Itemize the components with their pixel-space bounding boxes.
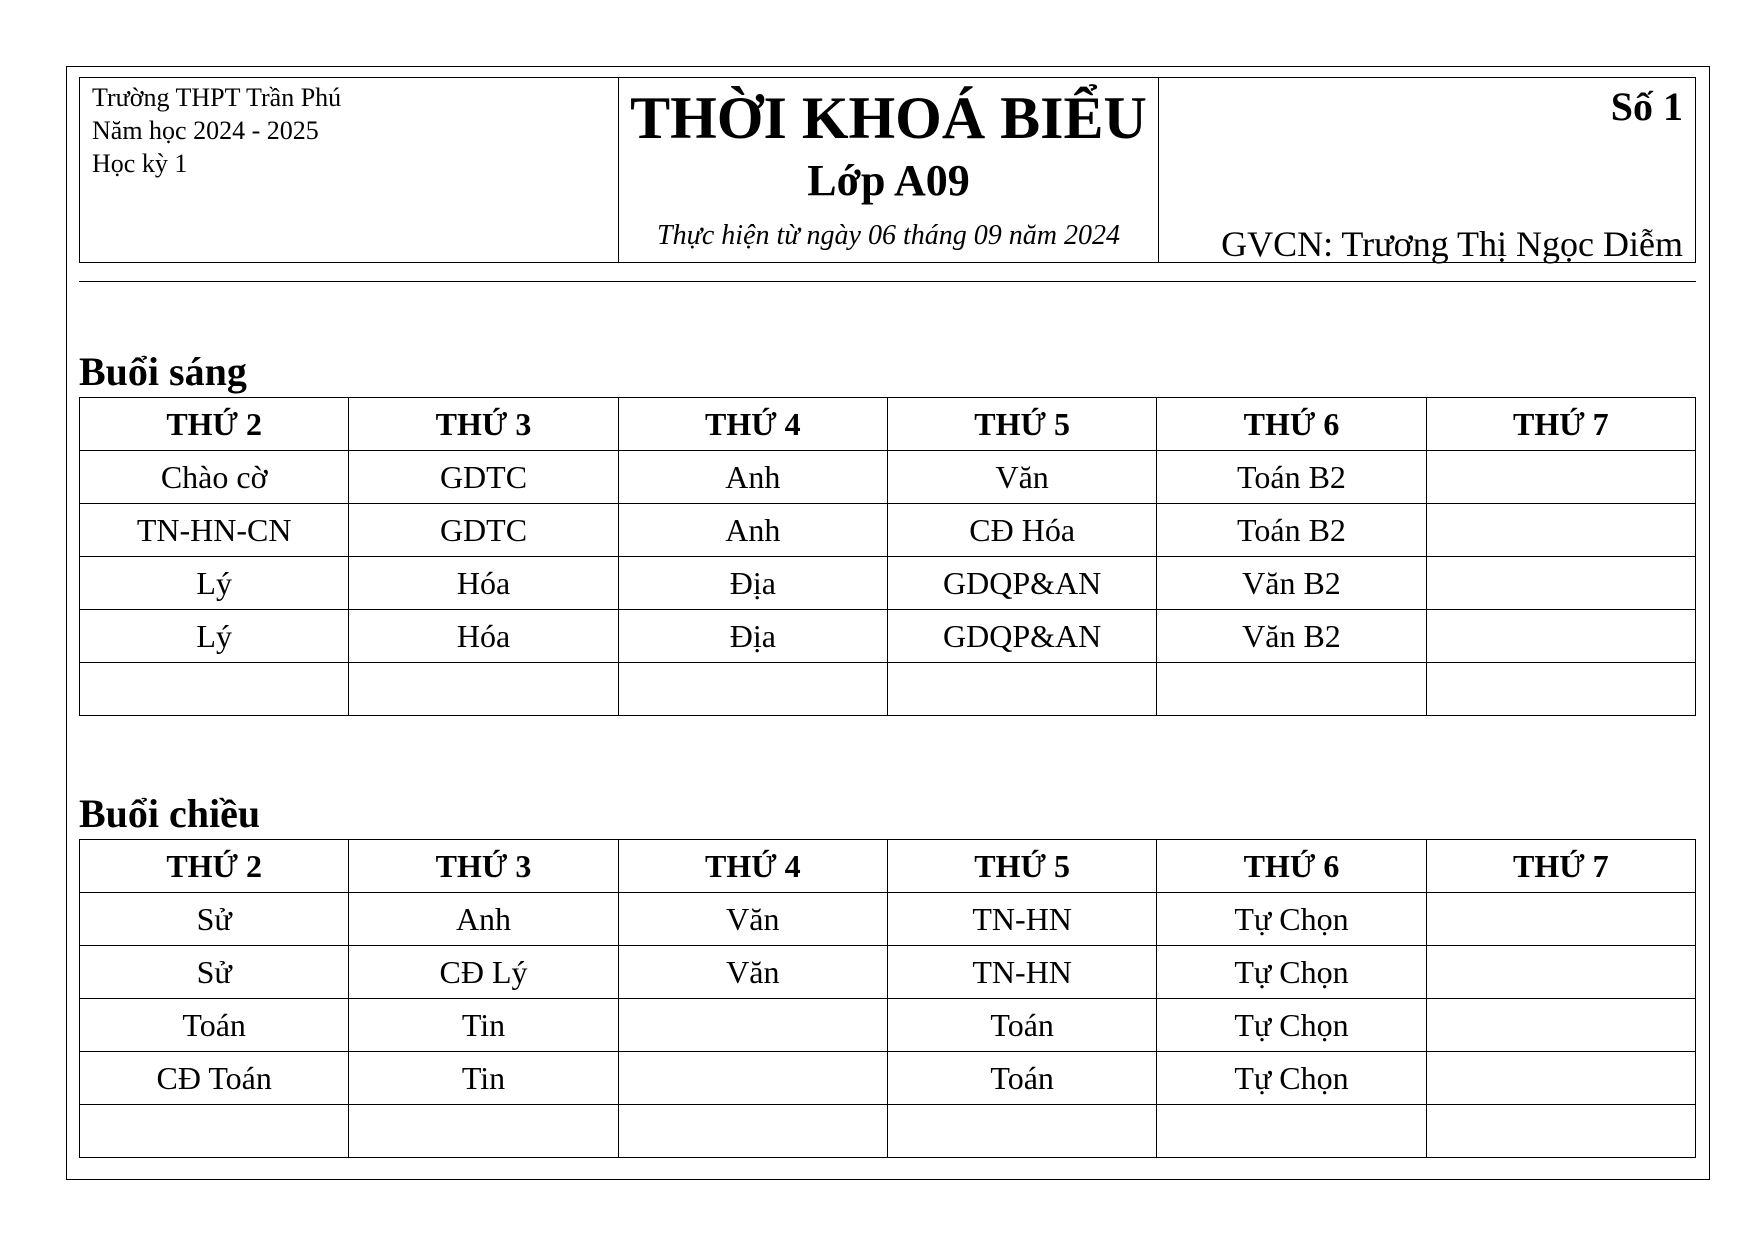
lesson-cell [1426,946,1695,999]
lesson-cell [1426,610,1695,663]
table-row [80,1105,1696,1158]
lesson-cell [618,999,887,1052]
day-header: THỨ 2 [80,840,349,893]
lesson-cell: Toán B2 [1157,504,1426,557]
lesson-cell [1426,557,1695,610]
page-title: THỜI KHOÁ BIỂU [630,85,1147,151]
lesson-cell [618,1105,887,1158]
number-block [1159,78,1695,262]
lesson-cell: Hóa [349,557,618,610]
lesson-cell: Chào cờ [80,451,349,504]
lesson-cell [1426,999,1695,1052]
lesson-cell: CĐ Hóa [887,504,1156,557]
lesson-cell: Tin [349,1052,618,1105]
lesson-cell: CĐ Lý [349,946,618,999]
header-row [80,840,1696,893]
lesson-cell [1157,1105,1426,1158]
lesson-cell [618,1052,887,1105]
lesson-cell: Toán [887,1052,1156,1105]
table-row [80,1052,1696,1105]
lesson-cell [349,1105,618,1158]
lesson-cell: GDTC [349,504,618,557]
lesson-cell [887,663,1156,716]
lesson-cell: Lý [80,610,349,663]
schedule-number: Số 1 [1610,84,1683,129]
day-header: THỨ 6 [1157,840,1426,893]
day-header: THỨ 4 [618,840,887,893]
table-row [80,946,1696,999]
lesson-cell: Tự Chọn [1157,946,1426,999]
lesson-cell: GDQP&AN [887,557,1156,610]
lesson-cell: Sử [80,946,349,999]
lesson-cell [618,663,887,716]
lesson-cell [1157,663,1426,716]
lesson-cell: Văn [618,893,887,946]
lesson-cell: Tin [349,999,618,1052]
school-name: Trường THPT Trần Phú [92,83,342,112]
table-row [80,610,1696,663]
lesson-cell: Địa [618,610,887,663]
lesson-cell: GDTC [349,451,618,504]
day-header: THỨ 3 [349,398,618,451]
table-row [80,893,1696,946]
lesson-cell: TN-HN [887,946,1156,999]
table-row [80,557,1696,610]
table-row [80,504,1696,557]
lesson-cell: Hóa [349,610,618,663]
lesson-cell [887,1105,1156,1158]
lesson-cell [80,663,349,716]
lesson-cell: Toán [80,999,349,1052]
lesson-cell [1426,663,1695,716]
lesson-cell: Anh [618,451,887,504]
table-row [80,999,1696,1052]
table-row [80,451,1696,504]
semester: Học kỳ 1 [92,149,188,178]
lesson-cell [1426,893,1695,946]
lesson-cell: Anh [349,893,618,946]
school-info [80,78,619,262]
header [79,77,1696,263]
lesson-cell: Tự Chọn [1157,893,1426,946]
class-name: Lớp A09 [807,156,970,205]
lesson-cell: Văn [618,946,887,999]
lesson-cell [1426,504,1695,557]
lesson-cell: Lý [80,557,349,610]
lesson-cell [1426,1105,1695,1158]
day-header: THỨ 4 [618,398,887,451]
lesson-cell: Văn [887,451,1156,504]
title-block [619,78,1159,262]
afternoon-table [79,839,1696,1158]
afternoon-title: Buổi chiều [79,791,261,836]
lesson-cell: Tự Chọn [1157,1052,1426,1105]
day-header: THỨ 6 [1157,398,1426,451]
lesson-cell: Địa [618,557,887,610]
day-header: THỨ 3 [349,840,618,893]
day-header: THỨ 7 [1426,398,1695,451]
day-header: THỨ 5 [887,398,1156,451]
table-row [80,663,1696,716]
lesson-cell: Tự Chọn [1157,999,1426,1052]
lesson-cell: Toán [887,999,1156,1052]
lesson-cell: Văn B2 [1157,610,1426,663]
lesson-cell [80,1105,349,1158]
homeroom-teacher: GVCN: Trương Thị Ngọc Diễm [1221,224,1683,264]
lesson-cell: Toán B2 [1157,451,1426,504]
lesson-cell: Sử [80,893,349,946]
lesson-cell: TN-HN-CN [80,504,349,557]
header-row [80,398,1696,451]
morning-title: Buổi sáng [79,349,247,394]
lesson-cell: CĐ Toán [80,1052,349,1105]
day-header: THỨ 7 [1426,840,1695,893]
lesson-cell: Văn B2 [1157,557,1426,610]
effective-date: Thực hiện từ ngày 06 tháng 09 năm 2024 [657,220,1120,251]
school-year: Năm học 2024 - 2025 [92,116,319,145]
divider [79,281,1696,282]
morning-table [79,397,1696,716]
lesson-cell: Anh [618,504,887,557]
day-header: THỨ 2 [80,398,349,451]
lesson-cell: TN-HN [887,893,1156,946]
lesson-cell [1426,1052,1695,1105]
lesson-cell: GDQP&AN [887,610,1156,663]
day-header: THỨ 5 [887,840,1156,893]
lesson-cell [349,663,618,716]
lesson-cell [1426,451,1695,504]
